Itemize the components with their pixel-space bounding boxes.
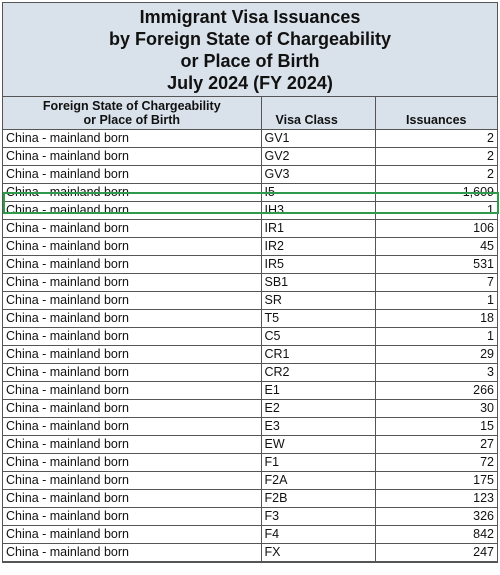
cell-issuances: 1 [375, 328, 497, 346]
cell-visa-class: C5 [261, 328, 375, 346]
cell-state: China - mainland born [3, 202, 261, 220]
table-row [3, 310, 497, 328]
cell-visa-class: E1 [261, 382, 375, 400]
column-header-state-line-1: Foreign State of Chargeability [42, 99, 221, 113]
column-header-visa-class: Visa Class [261, 97, 375, 130]
title-line-3: or Place of Birth [180, 51, 320, 71]
cell-state: China - mainland born [3, 130, 261, 148]
cell-visa-class: CR2 [261, 364, 375, 382]
cell-visa-class: T5 [261, 310, 375, 328]
table-header-row [3, 97, 497, 130]
cell-visa-class: F2B [261, 490, 375, 508]
cell-visa-class: E2 [261, 400, 375, 418]
cell-state: China - mainland born [3, 346, 261, 364]
cell-state: China - mainland born [3, 490, 261, 508]
cell-issuances: 326 [375, 508, 497, 526]
column-header-state [3, 97, 261, 130]
cell-state: China - mainland born [3, 364, 261, 382]
cell-issuances: 30 [375, 400, 497, 418]
cell-issuances: 1 [375, 292, 497, 310]
cell-state: China - mainland born [3, 418, 261, 436]
table-row [3, 400, 497, 418]
cell-visa-class: F4 [261, 526, 375, 544]
cell-issuances: 18 [375, 310, 497, 328]
cell-visa-class: F1 [261, 454, 375, 472]
title-line-1: Immigrant Visa Issuances [139, 7, 361, 27]
cell-issuances: 3 [375, 364, 497, 382]
cell-visa-class: I5 [261, 184, 375, 202]
table-row [3, 382, 497, 400]
cell-visa-class: E3 [261, 418, 375, 436]
cell-visa-class: F2A [261, 472, 375, 490]
cell-state: China - mainland born [3, 310, 261, 328]
cell-state: China - mainland born [3, 472, 261, 490]
cell-issuances: 72 [375, 454, 497, 472]
title-line-2: by Foreign State of Chargeability [108, 29, 392, 49]
cell-state: China - mainland born [3, 184, 261, 202]
cell-issuances: 123 [375, 490, 497, 508]
title-line-4: July 2024 (FY 2024) [167, 73, 333, 93]
cell-state: China - mainland born [3, 274, 261, 292]
column-header-issuances: Issuances [375, 97, 497, 130]
cell-issuances: 45 [375, 238, 497, 256]
table-body [3, 130, 497, 562]
cell-state: China - mainland born [3, 544, 261, 562]
cell-visa-class: GV3 [261, 166, 375, 184]
table-row [3, 328, 497, 346]
table-row [3, 508, 497, 526]
cell-state: China - mainland born [3, 526, 261, 544]
cell-visa-class: FX [261, 544, 375, 562]
cell-issuances: 29 [375, 346, 497, 364]
cell-state: China - mainland born [3, 382, 261, 400]
cell-visa-class: F3 [261, 508, 375, 526]
cell-visa-class: GV2 [261, 148, 375, 166]
table-row [3, 436, 497, 454]
table-row [3, 202, 497, 220]
cell-issuances: 2 [375, 166, 497, 184]
cell-state: China - mainland born [3, 400, 261, 418]
cell-visa-class: SB1 [261, 274, 375, 292]
cell-state: China - mainland born [3, 256, 261, 274]
cell-state: China - mainland born [3, 328, 261, 346]
cell-visa-class: IR2 [261, 238, 375, 256]
table-row [3, 418, 497, 436]
cell-state: China - mainland born [3, 238, 261, 256]
issuance-table [3, 97, 497, 562]
cell-issuances: 247 [375, 544, 497, 562]
cell-visa-class: IH3 [261, 202, 375, 220]
cell-issuances: 842 [375, 526, 497, 544]
cell-visa-class: GV1 [261, 130, 375, 148]
cell-issuances: 2 [375, 148, 497, 166]
table-row [3, 454, 497, 472]
cell-issuances: 2 [375, 130, 497, 148]
table-row [3, 238, 497, 256]
cell-state: China - mainland born [3, 508, 261, 526]
report-title [3, 3, 497, 97]
cell-issuances: 106 [375, 220, 497, 238]
cell-issuances: 266 [375, 382, 497, 400]
cell-issuances: 1,609 [375, 184, 497, 202]
table-row [3, 364, 497, 382]
cell-state: China - mainland born [3, 436, 261, 454]
column-header-state-line-2: or Place of Birth [83, 113, 181, 127]
table-row [3, 274, 497, 292]
table-row [3, 490, 497, 508]
cell-state: China - mainland born [3, 166, 261, 184]
table-row [3, 526, 497, 544]
cell-visa-class: CR1 [261, 346, 375, 364]
table-row [3, 256, 497, 274]
cell-issuances: 175 [375, 472, 497, 490]
cell-visa-class: IR1 [261, 220, 375, 238]
table-row [3, 220, 497, 238]
cell-visa-class: EW [261, 436, 375, 454]
cell-visa-class: SR [261, 292, 375, 310]
cell-visa-class: IR5 [261, 256, 375, 274]
table-row [3, 148, 497, 166]
table-row [3, 346, 497, 364]
cell-state: China - mainland born [3, 454, 261, 472]
table-row [3, 166, 497, 184]
table-row [3, 472, 497, 490]
cell-issuances: 1 [375, 202, 497, 220]
cell-state: China - mainland born [3, 220, 261, 238]
table-row [3, 544, 497, 562]
cell-issuances: 7 [375, 274, 497, 292]
visa-issuance-sheet [2, 2, 498, 563]
cell-issuances: 27 [375, 436, 497, 454]
cell-issuances: 15 [375, 418, 497, 436]
table-row [3, 184, 497, 202]
table-row [3, 130, 497, 148]
cell-issuances: 531 [375, 256, 497, 274]
cell-state: China - mainland born [3, 292, 261, 310]
table-row [3, 292, 497, 310]
cell-state: China - mainland born [3, 148, 261, 166]
